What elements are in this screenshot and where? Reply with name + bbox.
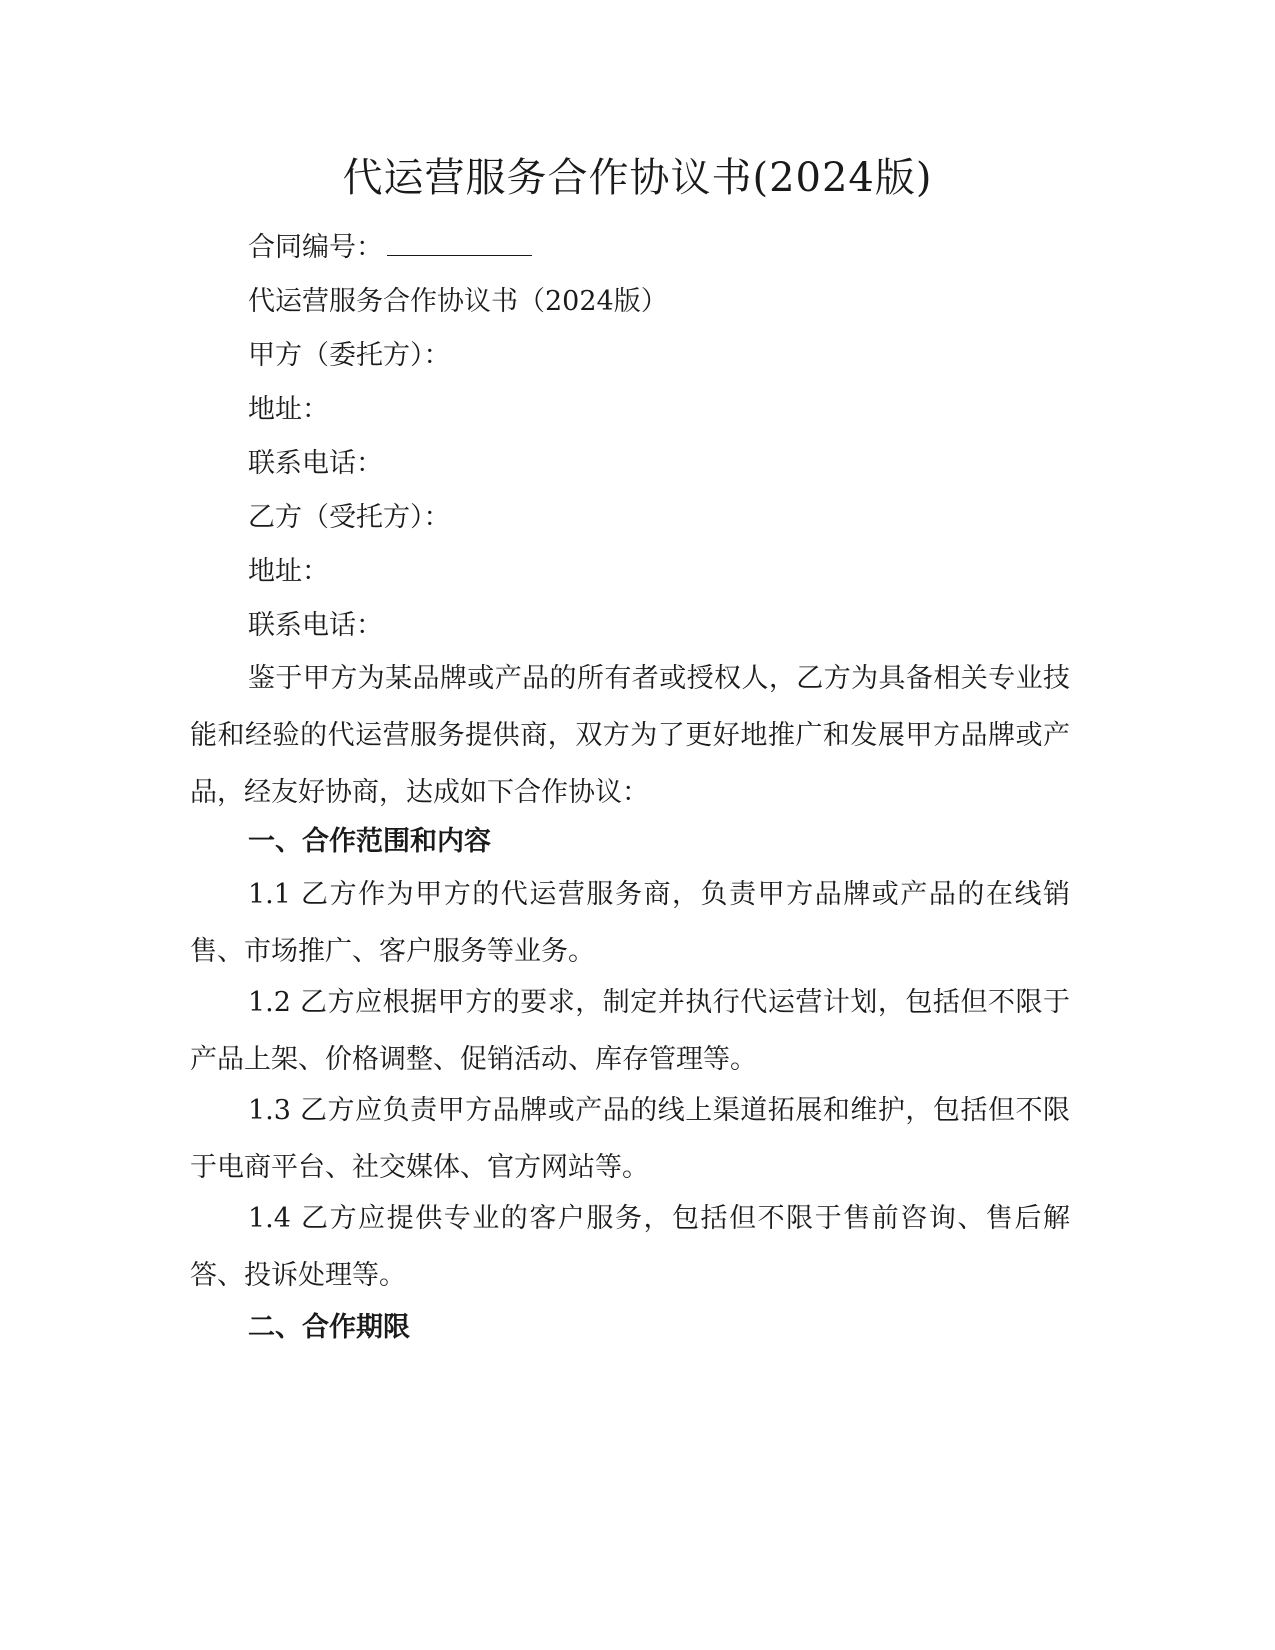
section-1-heading: 一、合作范围和内容 (248, 826, 491, 857)
party-a-address-label: 地址： (248, 394, 329, 425)
clause-1-4: 1.4 乙方应提供专业的客户服务，包括但不限于售前咨询、售后解答、投诉处理等。 (190, 1203, 1070, 1291)
document-subtitle: 代运营服务合作协议书（2024版） (248, 286, 668, 317)
party-b-address-label: 地址： (248, 556, 329, 587)
party-b-label: 乙方（受托方）： (248, 502, 451, 533)
preamble-paragraph: 鉴于甲方为某品牌或产品的所有者或授权人，乙方为具备相关专业技能和经验的代运营服务提供商，双方为了更好地推广和发展甲方品牌或产品，经友好协商，达成如下合作协议： (190, 663, 1070, 808)
section-2-heading: 二、合作期限 (248, 1312, 410, 1343)
contract-number-label: 合同编号： (248, 232, 383, 263)
document-title: 代运营服务合作协议书(2024版) (342, 155, 933, 201)
party-b-phone-label: 联系电话： (248, 610, 383, 641)
contract-number-line (248, 228, 532, 268)
party-a-phone-label: 联系电话： (248, 448, 383, 479)
contract-number-blank (387, 229, 532, 256)
clause-1-1: 1.1 乙方作为甲方的代运营服务商，负责甲方品牌或产品的在线销售、市场推广、客户服务等业务。 (190, 879, 1070, 967)
party-a-label: 甲方（委托方）： (248, 340, 451, 371)
clause-1-2: 1.2 乙方应根据甲方的要求，制定并执行代运营计划，包括但不限于产品上架、价格调整、促销活动、库存管理等。 (190, 987, 1070, 1075)
clause-1-3: 1.3 乙方应负责甲方品牌或产品的线上渠道拓展和维护，包括但不限于电商平台、社交媒体、官方网站等。 (190, 1095, 1070, 1183)
